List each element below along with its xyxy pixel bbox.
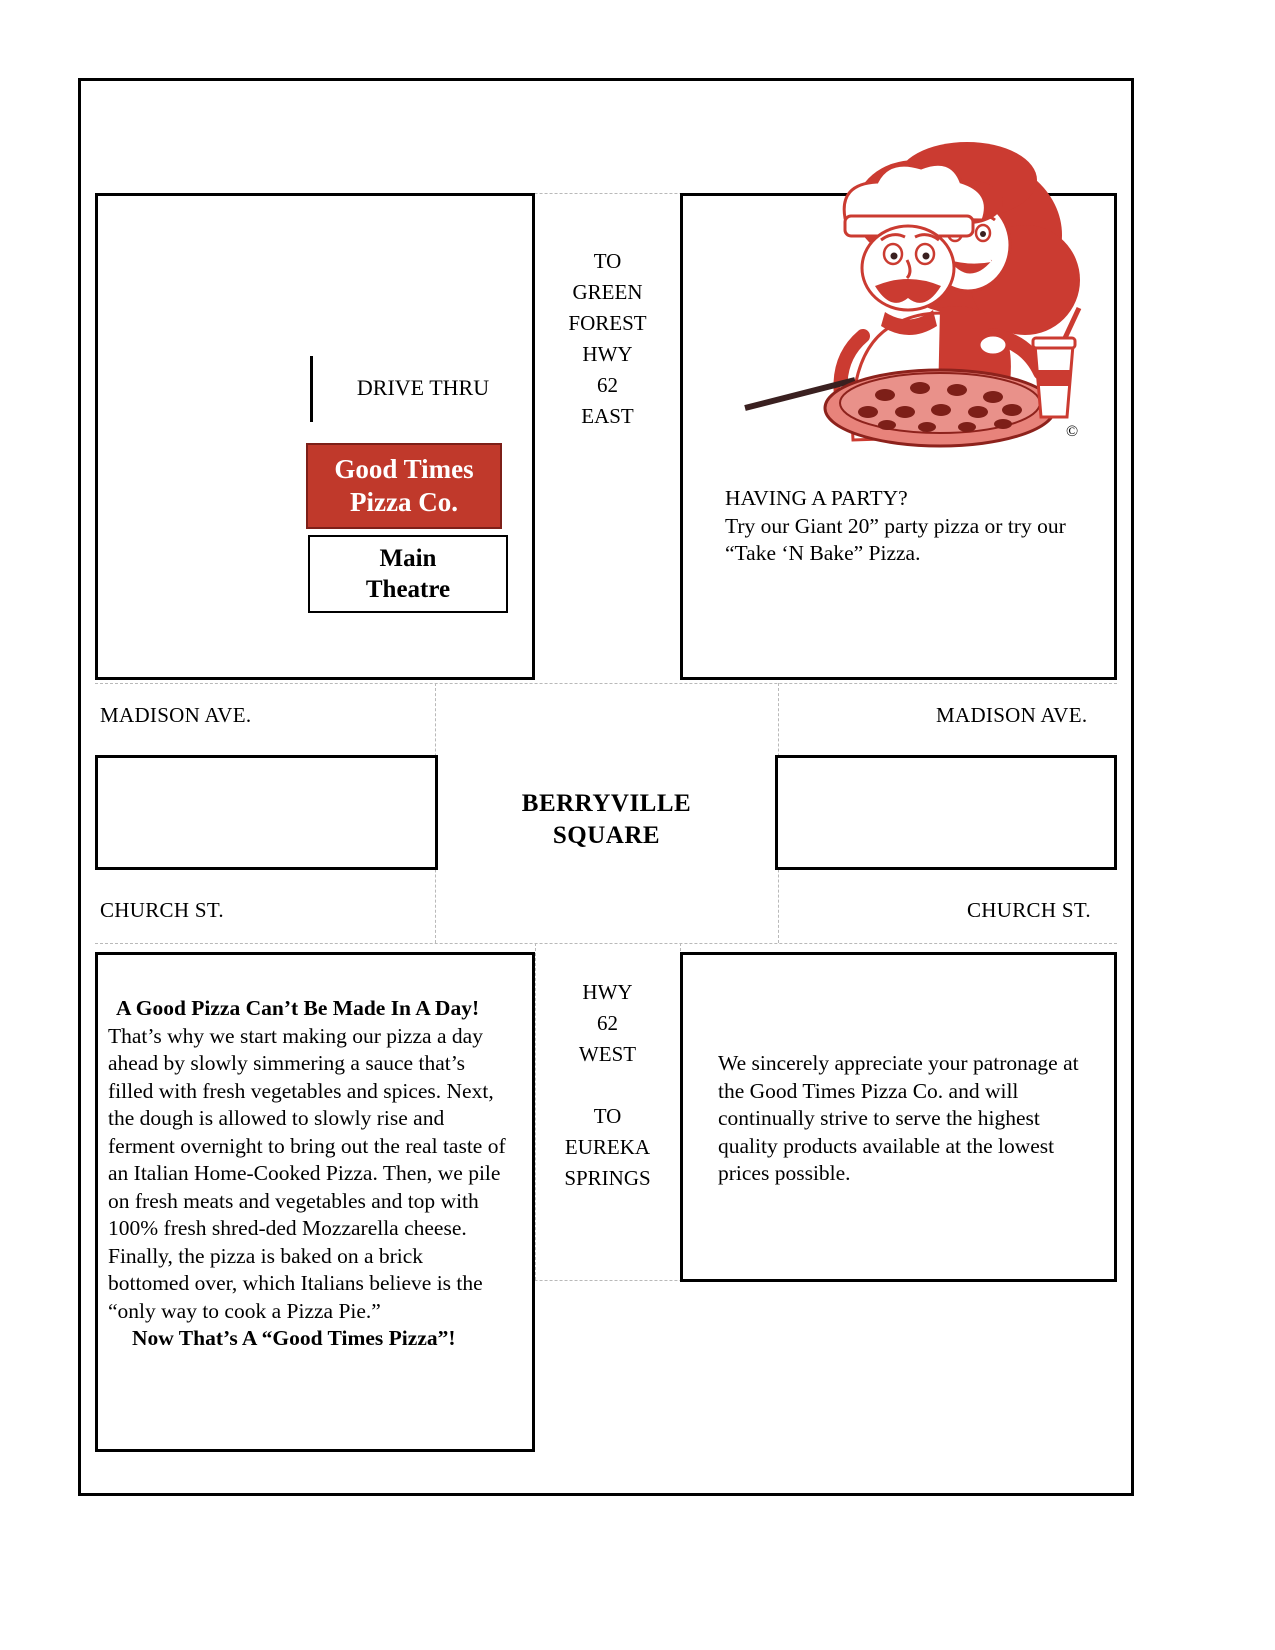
- patronage-thanks-body: We sincerely appreciate your patronage at the Good Times Pizza Co. and will continually strive to serve the highest quality products available at the lowest prices possible.: [718, 1051, 1079, 1185]
- guide-line-vertical-hwy-left: [535, 943, 536, 1280]
- patronage-thanks-text: [718, 1050, 1098, 1188]
- street-label-church-right: CHURCH ST.: [967, 898, 1091, 922]
- having-a-party-heading: HAVING A PARTY?: [725, 486, 908, 510]
- guide-line-horizontal-church: [95, 943, 1117, 944]
- pizza-story-body: That’s why we start making our pizza a day ahead by slowly simmering a sauce that’s filled with fresh vegetables and spices. Next, the dough is allowed to slowly rise and ferment overnight to bring out the real taste of an Italian Home-Cooked Pizza. Then, we pile on fresh meats and vegetables and top with 100% fresh shred-ded Mozzarella cheese. Finally, the pizza is baked on a brick bottomed over, which Italians believe is the “only way to cook a Pizza Pie.”: [108, 1023, 506, 1323]
- good-times-pizza-sign: [306, 443, 502, 529]
- pizza-chef-and-waitress-illustration: [735, 140, 1085, 460]
- street-label-madison-left: MADISON AVE.: [100, 703, 252, 727]
- having-a-party-text: [725, 485, 1105, 568]
- map-block-east-square: [775, 755, 1117, 870]
- guide-line-horizontal-madison: [95, 683, 1117, 684]
- main-theatre-label: Main Theatre: [365, 545, 451, 603]
- pizza-story-heading: A Good Pizza Can’t Be Made In A Day!: [116, 996, 480, 1020]
- drive-thru-inlet: [98, 356, 313, 422]
- copyright-icon: ©: [1066, 423, 1079, 440]
- drive-thru-inlet-cover: [98, 353, 310, 356]
- map-block-west-square: [95, 755, 438, 870]
- having-a-party-body: Try our Giant 20” party pizza or try our “Take ‘N Bake” Pizza.: [725, 513, 1066, 565]
- drive-thru-label: DRIVE THRU: [356, 375, 490, 400]
- pizza-story-closing: Now That’s A “Good Times Pizza”!: [132, 1326, 456, 1350]
- hwy-62-east-label: TO GREEN FOREST HWY 62 EAST: [568, 249, 647, 428]
- good-times-pizza-sign-label: Good Times Pizza Co.: [334, 454, 474, 517]
- hwy-62-west-label: HWY 62 WEST TO EUREKA SPRINGS: [564, 980, 651, 1190]
- main-theatre-box: [308, 535, 508, 613]
- street-label-madison-right: MADISON AVE.: [936, 703, 1088, 727]
- berryville-square-label: BERRYVILLE SQUARE: [521, 790, 692, 849]
- street-label-church-left: CHURCH ST.: [100, 898, 224, 922]
- pizza-story-text: [108, 995, 508, 1353]
